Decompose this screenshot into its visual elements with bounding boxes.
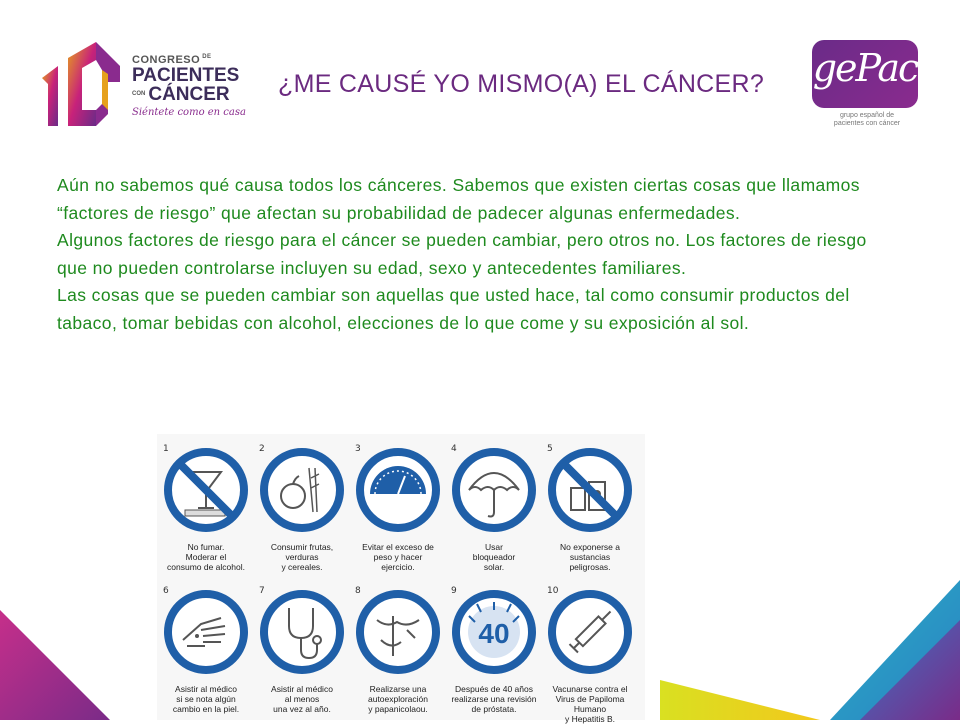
caption-line: peligrosas. [569, 562, 611, 572]
caption-line: Usar [485, 542, 503, 552]
self-exam-icon [353, 580, 443, 680]
caption-line: peso y hacer [373, 552, 423, 562]
icon-number: 1 [163, 444, 169, 454]
pacientes-label: PACIENTES [132, 65, 240, 86]
caption-line: Realizarse una [369, 684, 427, 694]
forty-badge: 40 [478, 618, 510, 649]
icon-number: 2 [259, 444, 265, 454]
no-drinking-icon [161, 438, 251, 538]
paragraph-1: Aún no sabemos qué causa todos los cánceres. Sabemos que existen ciertas cosas que llamamos “factores de riesgo” que afectan su probabilidad de padecer algunas enfermedades. [57, 175, 860, 223]
con-label: CON [132, 91, 146, 98]
caption-line: Asistir al médico [271, 684, 333, 694]
congreso-label: CONGRESO [132, 54, 201, 66]
icon-card-8 [353, 580, 443, 720]
icon-card-3 [353, 438, 443, 578]
stethoscope-icon [257, 580, 347, 680]
caption-line: verduras [285, 552, 319, 562]
icon-card-1 [161, 438, 251, 578]
caption-line: y Hepatitis B. [564, 714, 616, 724]
icon-number: 6 [163, 586, 169, 596]
paragraph-3: Las cosas que se pueden cambiar son aquellas que usted hace, tal como consumir productos del tabaco, tomar bebidas con alcohol, elecciones de lo que come y su exposición al sol. [57, 285, 850, 333]
icon-number: 5 [547, 444, 553, 454]
umbrella-icon [449, 438, 539, 538]
caption-line: Asistir al médico [175, 684, 237, 694]
icon-number: 10 [547, 586, 559, 596]
icon-number: 4 [451, 444, 457, 454]
icon-number: 3 [355, 444, 361, 454]
caption-line: y papanicolaou. [368, 704, 428, 714]
caption-line: sustancias [569, 552, 611, 562]
caption-line: Consumir frutas, [270, 542, 334, 552]
icon-number: 9 [451, 586, 457, 596]
caption-line: Vacunarse contra el [552, 684, 628, 694]
caption-line: si se nota algún [176, 694, 236, 704]
chemicals-icon [545, 438, 635, 538]
hand-icon [161, 580, 251, 680]
icon-number: 7 [259, 586, 265, 596]
fruit-icon [257, 438, 347, 538]
caption-line: de próstata. [471, 704, 517, 714]
caption-line: Moderar el [185, 552, 227, 562]
congreso-de-label: DE [202, 54, 212, 60]
icon-card-7 [257, 580, 347, 720]
icon-card-5 [545, 438, 635, 578]
cancer-label: CÁNCER [148, 84, 230, 105]
prevention-icons-panel [157, 434, 645, 724]
caption-line: al menos [284, 694, 320, 704]
gepac-subtitle-line1: grupo español de [839, 112, 895, 119]
caption-line: Evitar el exceso de [362, 542, 434, 552]
body-text [57, 172, 887, 338]
ten-logo-icon [38, 38, 133, 133]
congreso-logo [38, 38, 268, 133]
caption-line: realizarse una revisión [451, 694, 537, 704]
gepac-logo [812, 40, 920, 140]
tagline: Siéntete como en casa [132, 107, 246, 119]
icon-number: 8 [355, 586, 361, 596]
caption-line: una vez al año. [273, 704, 331, 714]
caption-line: No fumar. [187, 542, 225, 552]
icon-card-9 [449, 580, 539, 720]
page-title: ¿ME CAUSÉ YO MISMO(A) EL CÁNCER? [278, 70, 765, 98]
corner-decoration-right [660, 580, 960, 720]
caption-line: consumo de alcohol. [167, 562, 245, 572]
icon-card-6 [161, 580, 251, 720]
caption-line: ejercicio. [381, 562, 415, 572]
caption-line: Virus de Papiloma Humano [555, 694, 625, 714]
caption-line: autoexploración [367, 694, 428, 704]
caption-line: Después de 40 años [455, 684, 533, 694]
caption-line: solar. [483, 562, 505, 572]
caption-line: bloqueador [472, 552, 516, 562]
scale-icon [353, 438, 443, 538]
caption-line: cambio en la piel. [172, 704, 240, 714]
icon-card-2 [257, 438, 347, 578]
gepac-subtitle-line2: pacientes con cáncer [833, 120, 901, 127]
corner-decoration-left [0, 610, 110, 720]
icon-card-4 [449, 438, 539, 578]
paragraph-2: Algunos factores de riesgo para el cáncer se pueden cambiar, pero otros no. Los factores de riesgo que no pueden controlarse incluyen su edad, sexo y antecedentes familiares. [57, 230, 867, 278]
gepac-wordmark: gePac [812, 46, 918, 90]
caption-line: y cereales. [281, 562, 323, 572]
syringe-icon [545, 580, 635, 680]
icon-card-10 [545, 580, 635, 724]
caption-line: No exponerse a [559, 542, 620, 552]
